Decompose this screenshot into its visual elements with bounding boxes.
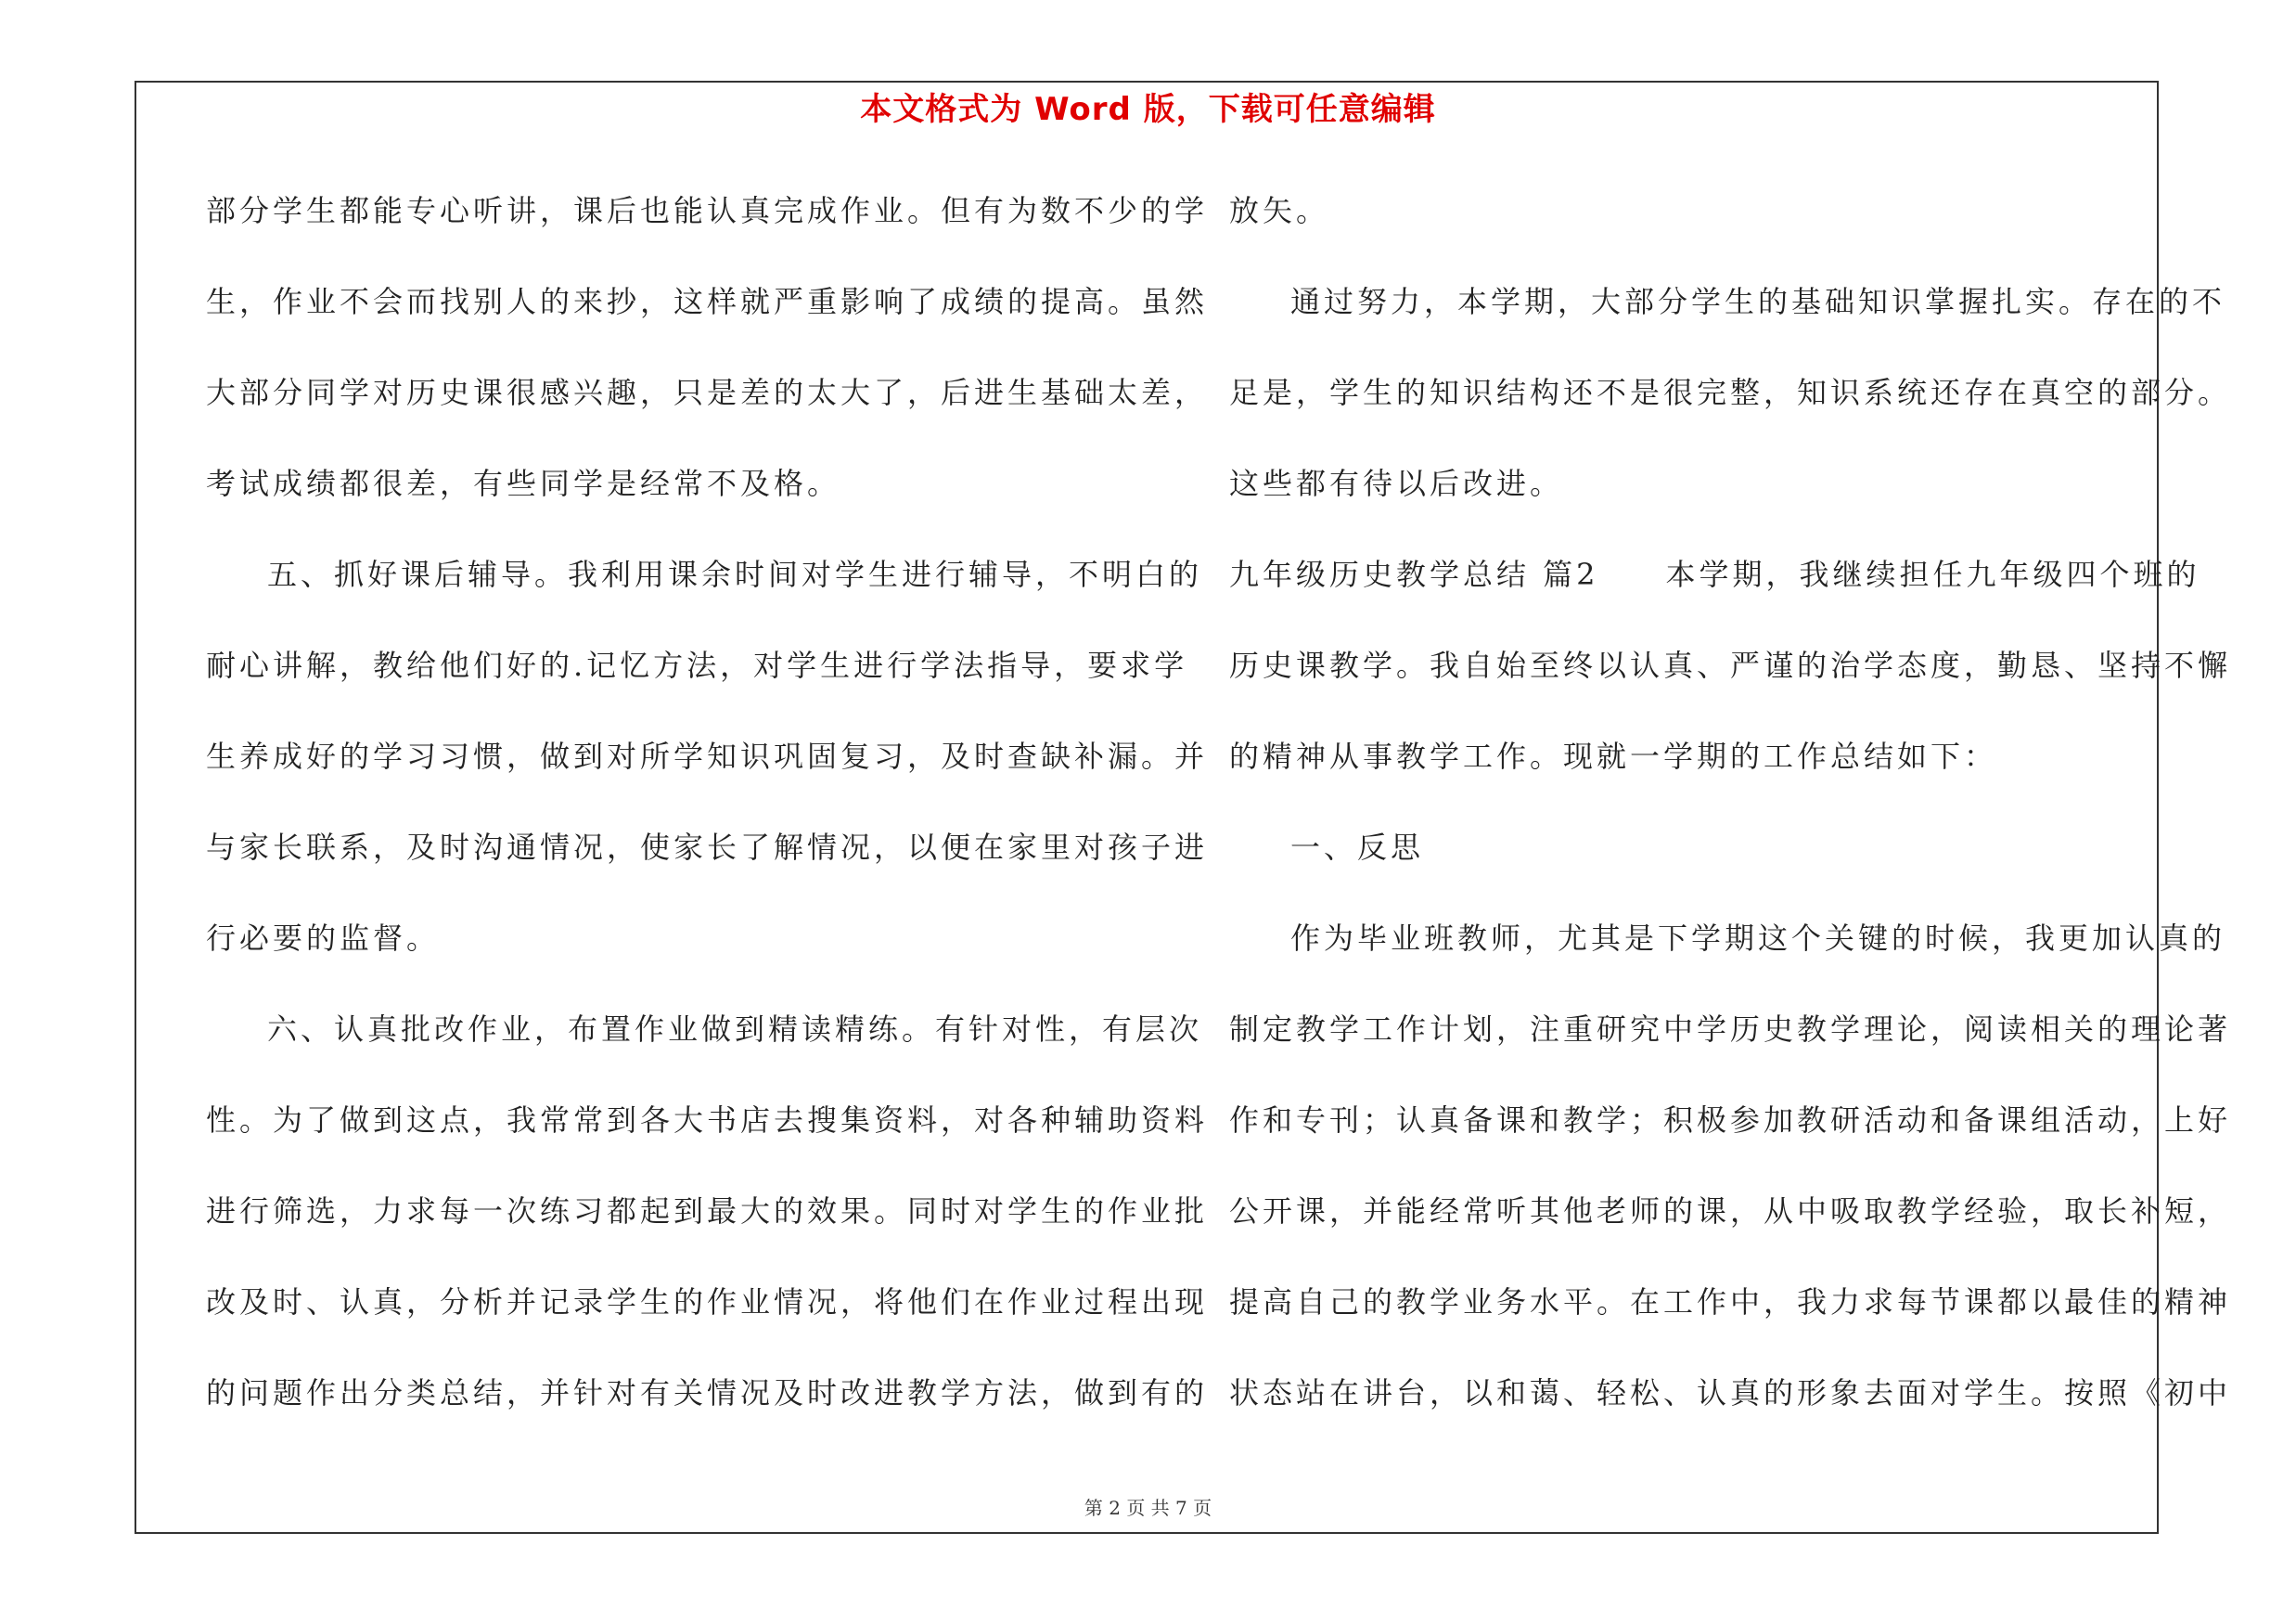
text-line: 大部分同学对历史课很感兴趣，只是差的太大了，后进生基础太差， — [206, 375, 1209, 410]
paragraph-start-line: 五、抓好课后辅导。我利用课余时间对学生进行辅导，不明白的 — [267, 557, 1203, 592]
text-line: 行必要的监督。 — [206, 921, 441, 956]
text-line: 历史课教学。我自始至终以认真、严谨的治学态度，勤恳、坚持不懈 — [1229, 648, 2232, 683]
paragraph-start-line: 通过努力，本学期，大部分学生的基础知识掌握扎实。存在的不 — [1290, 284, 2226, 319]
left-column — [206, 180, 1209, 1453]
text-line: 这些都有待以后改进。 — [1229, 466, 1564, 501]
text-line: 考试成绩都很差，有些同学是经常不及格。 — [206, 466, 841, 501]
text-line: 进行筛选，力求每一次练习都起到最大的效果。同时对学生的作业批 — [206, 1193, 1209, 1229]
section-heading-line: 九年级历史教学总结 篇2 本学期，我继续担任九年级四个班的 — [1229, 557, 2200, 592]
document-banner: 本文格式为 Word 版，下载可任意编辑 — [860, 91, 1436, 128]
text-line: 与家长联系，及时沟通情况，使家长了解情况，以便在家里对孩子进 — [206, 830, 1209, 865]
text-line: 的精神从事教学工作。现就一学期的工作总结如下： — [1229, 739, 1998, 774]
text-line: 生养成好的学习习惯，做到对所学知识巩固复习，及时查缺补漏。并 — [206, 739, 1209, 774]
text-line: 状态站在讲台，以和蔼、轻松、认真的形象去面对学生。按照《初中 — [1229, 1375, 2232, 1410]
text-line: 公开课，并能经常听其他老师的课，从中吸取教学经验，取长补短， — [1229, 1193, 2232, 1229]
page-number-footer: 第 2 页 共 7 页 — [1084, 1497, 1212, 1519]
text-line: 作和专刊；认真备课和教学；积极参加教研活动和备课组活动，上好 — [1229, 1102, 2232, 1138]
text-line: 部分学生都能专心听讲，课后也能认真完成作业。但有为数不少的学 — [206, 193, 1209, 228]
text-line: 改及时、认真，分析并记录学生的作业情况，将他们在作业过程出现 — [206, 1284, 1209, 1320]
text-line: 放矢。 — [1229, 193, 1330, 228]
text-line: 的问题作出分类总结，并针对有关情况及时改进教学方法，做到有的 — [206, 1375, 1209, 1410]
text-line: 生，作业不会而找别人的来抄，这样就严重影响了成绩的提高。虽然 — [206, 284, 1209, 319]
right-column — [1229, 180, 2232, 1453]
text-line: 足是，学生的知识结构还不是很完整，知识系统还存在真空的部分。 — [1229, 375, 2232, 410]
subheading-line: 一、反思 — [1290, 830, 1425, 865]
text-line: 性。为了做到这点，我常常到各大书店去搜集资料，对各种辅助资料 — [206, 1102, 1209, 1138]
paragraph-start-line: 作为毕业班教师，尤其是下学期这个关键的时候，我更加认真的 — [1290, 921, 2226, 956]
text-line: 制定教学工作计划，注重研究中学历史教学理论，阅读相关的理论著 — [1229, 1011, 2232, 1047]
text-line: 提高自己的教学业务水平。在工作中，我力求每节课都以最佳的精神 — [1229, 1284, 2232, 1320]
paragraph-start-line: 六、认真批改作业，布置作业做到精读精练。有针对性，有层次 — [267, 1011, 1203, 1047]
text-line: 耐心讲解，教给他们好的.记忆方法，对学生进行学法指导，要求学 — [206, 648, 1188, 683]
